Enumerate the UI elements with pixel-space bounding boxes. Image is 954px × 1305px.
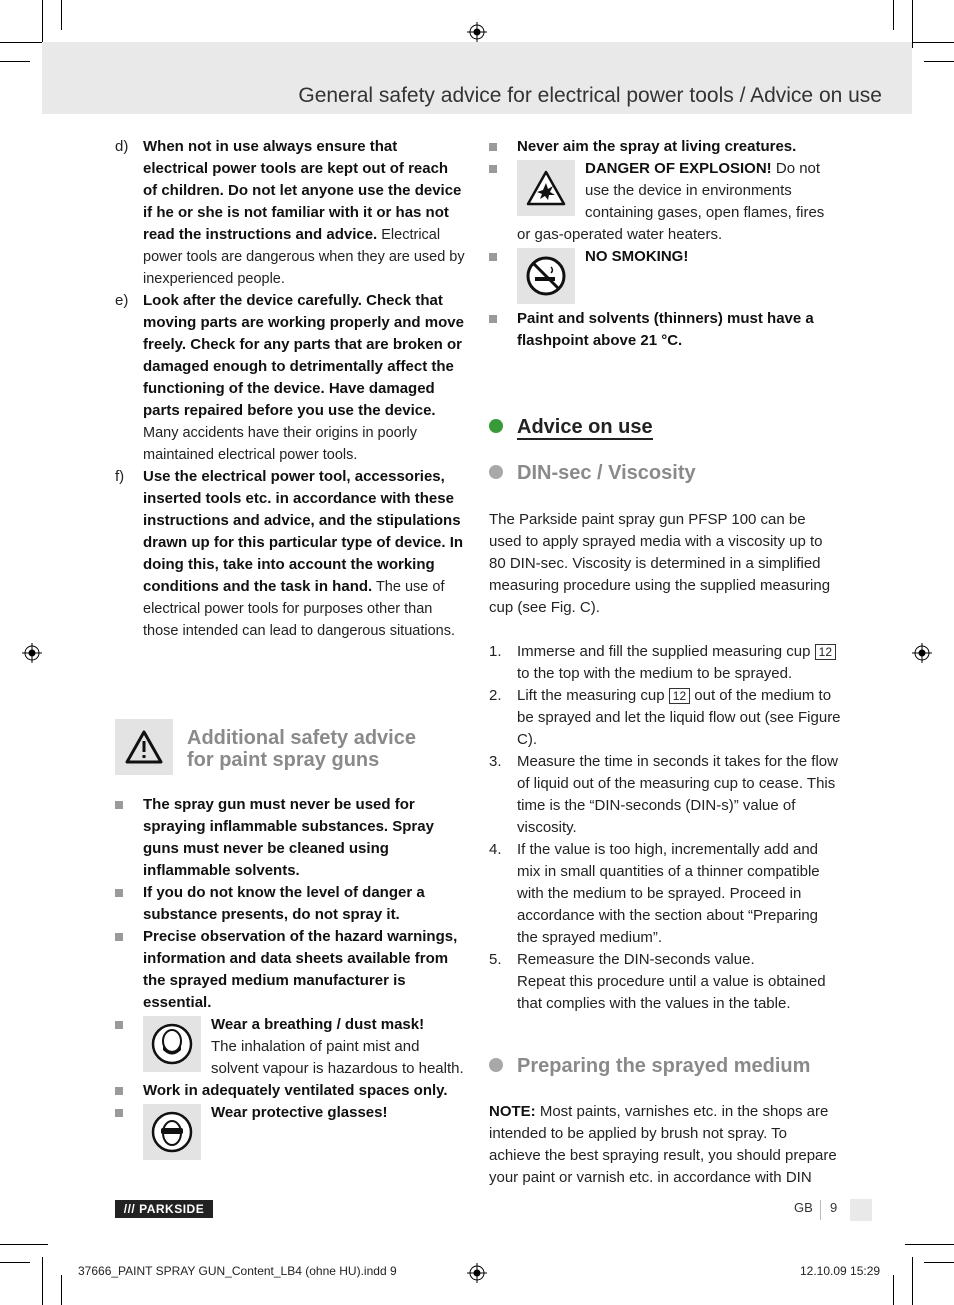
list-item: Never aim the spray at living creatures.	[489, 136, 841, 158]
list-item: The spray gun must never be used for spraying inflammable substances. Spray guns must never be cleaned using inflammable solvents.	[115, 794, 465, 882]
safety-bullets	[115, 794, 465, 1164]
list-item: Wear a breathing / dust mask! The inhalation of paint mist and solvent vapour is hazardous to health.	[115, 1014, 465, 1080]
parkside-logo: /// PARKSIDE	[115, 1200, 213, 1218]
din-content: The Parkside paint spray gun PFSP 100 can be used to apply sprayed media with a viscosity up to 80 DIN-sec. Viscosity is determined in a simplified measuring procedure using the supplied measuring cup (see Fig. C). 1. Immerse and fill the supplied measuring cup 12 to the top with the medium to be sprayed. 2. Lift the measuring cup 12 out of the medium to be sprayed and let the liquid flow out (see Figure C). 3. Measure the time in seconds it takes for the flow of liquid out of the measuring cup to cease. This time is the “DIN-seconds (DIN-s)” value of viscosity. 4. If the value is too high, incrementally add and mix in small quantities of a thinner compatible with the medium to be sprayed. Proceed in accordance with the section about “Preparing the sprayed medium”. 5. Remeasure the DIN-seconds value. Repeat this procedure until a value is obtained that complies with the values in the table.	[489, 509, 841, 1015]
list-item: If you do not know the level of danger a substance presents, do not spray it.	[115, 882, 465, 926]
explosion-icon-box	[517, 160, 575, 216]
list-item: Work in adequately ventilated spaces only.	[115, 1080, 465, 1102]
right-column	[489, 136, 841, 352]
list-item: e) Look after the device carefully. Check that moving parts are working properly and move freely. Check for any parts that are broken or damaged enough to detrimentally affect the functioning of the device. Have damaged parts repaired before you use the device. Many accidents have their origins in poorly maintained electrical power tools.	[115, 292, 464, 463]
left-column	[115, 136, 465, 642]
glasses-icon-box	[143, 1104, 201, 1160]
section-title-preparing: Preparing the sprayed medium	[489, 1055, 810, 1077]
section-title-advice-on-use: Advice on use	[489, 416, 653, 439]
list-item: 5. Remeasure the DIN-seconds value. Repeat this procedure until a value is obtained that complies with the values in the table.	[489, 951, 826, 1012]
slug-filename: 37666_PAINT SPRAY GUN_Content_LB4 (ohne HU).indd 9	[78, 1264, 397, 1278]
grey-dot-icon	[489, 465, 503, 479]
list-item: 2. Lift the measuring cup 12 out of the medium to be sprayed and let the liquid flow out (see Figure C).	[489, 687, 841, 748]
list-item: 3. Measure the time in seconds it takes for the flow of liquid out of the measuring cup to cease. This time is the “DIN-seconds (DIN-s)” value of viscosity.	[489, 753, 838, 836]
slug-date: 12.10.09 15:29	[800, 1264, 881, 1278]
registration-mark-icon	[22, 643, 42, 663]
list-item: NO SMOKING!	[489, 246, 841, 308]
list-item: d) When not in use always ensure that electrical power tools are kept out of reach of children. Do not let anyone use the device if he or she is not familiar with it or has not read the instructions and advice. Electrical power tools are dangerous when they are used by inexperienced people.	[115, 138, 465, 287]
page-title: General safety advice for electrical power tools / Advice on use	[298, 84, 882, 107]
list-item: Paint and solvents (thinners) must have a flashpoint above 21 °C.	[489, 308, 841, 352]
registration-mark-icon	[912, 643, 932, 663]
warning-triangle-icon	[124, 729, 164, 765]
section-title-additional-safety: Additional safety advice for paint spray guns	[187, 727, 416, 771]
list-item: DANGER OF EXPLOSION! Do not use the device in environments containing gases, open flames, fires or gas-operated water heaters.	[489, 158, 841, 246]
list-item: f) Use the electrical power tool, accessories, inserted tools etc. in accordance with these instructions and advice, and the stipulations drawn up for this particular type of device. In doing this, take into account the working conditions and the task in hand. The use of electrical power tools for purposes other than those intended can lead to dangerous situations.	[115, 468, 464, 639]
page-tab	[850, 1199, 872, 1221]
protective-glasses-icon	[151, 1111, 193, 1153]
breathing-mask-icon	[151, 1023, 193, 1065]
list-item: 1. Immerse and fill the supplied measuring cup 12 to the top with the medium to be sprayed.	[489, 641, 841, 685]
warning-box	[115, 719, 173, 775]
green-dot-icon	[489, 419, 503, 433]
note-paragraph: NOTE: Most paints, varnishes etc. in the shops are intended to be applied by brush not spray. To achieve the best spraying result, you should prepare your paint or varnish etc. in accordance with DIN	[489, 1103, 837, 1186]
mask-icon-box	[143, 1016, 201, 1072]
page-number: 9	[830, 1200, 838, 1215]
grey-dot-icon	[489, 1058, 503, 1072]
registration-mark-icon	[467, 1263, 487, 1283]
list-item: 4. If the value is too high, incrementally add and mix in small quantities of a thinner compatible with the medium to be sprayed. Proceed in accordance with the section about “Preparing the sprayed medium”.	[489, 841, 820, 946]
language-code: GB	[794, 1200, 813, 1215]
section-title-din-sec: DIN-sec / Viscosity	[489, 462, 696, 484]
no-smoking-icon-box	[517, 248, 575, 304]
no-smoking-icon	[525, 255, 567, 297]
explosion-warning-icon	[526, 170, 566, 206]
registration-mark-icon	[467, 22, 487, 42]
list-item: Precise observation of the hazard warnings, information and data sheets available from the sprayed medium manufacturer is essential.	[115, 926, 465, 1014]
list-item: Wear protective glasses!	[115, 1102, 465, 1162]
